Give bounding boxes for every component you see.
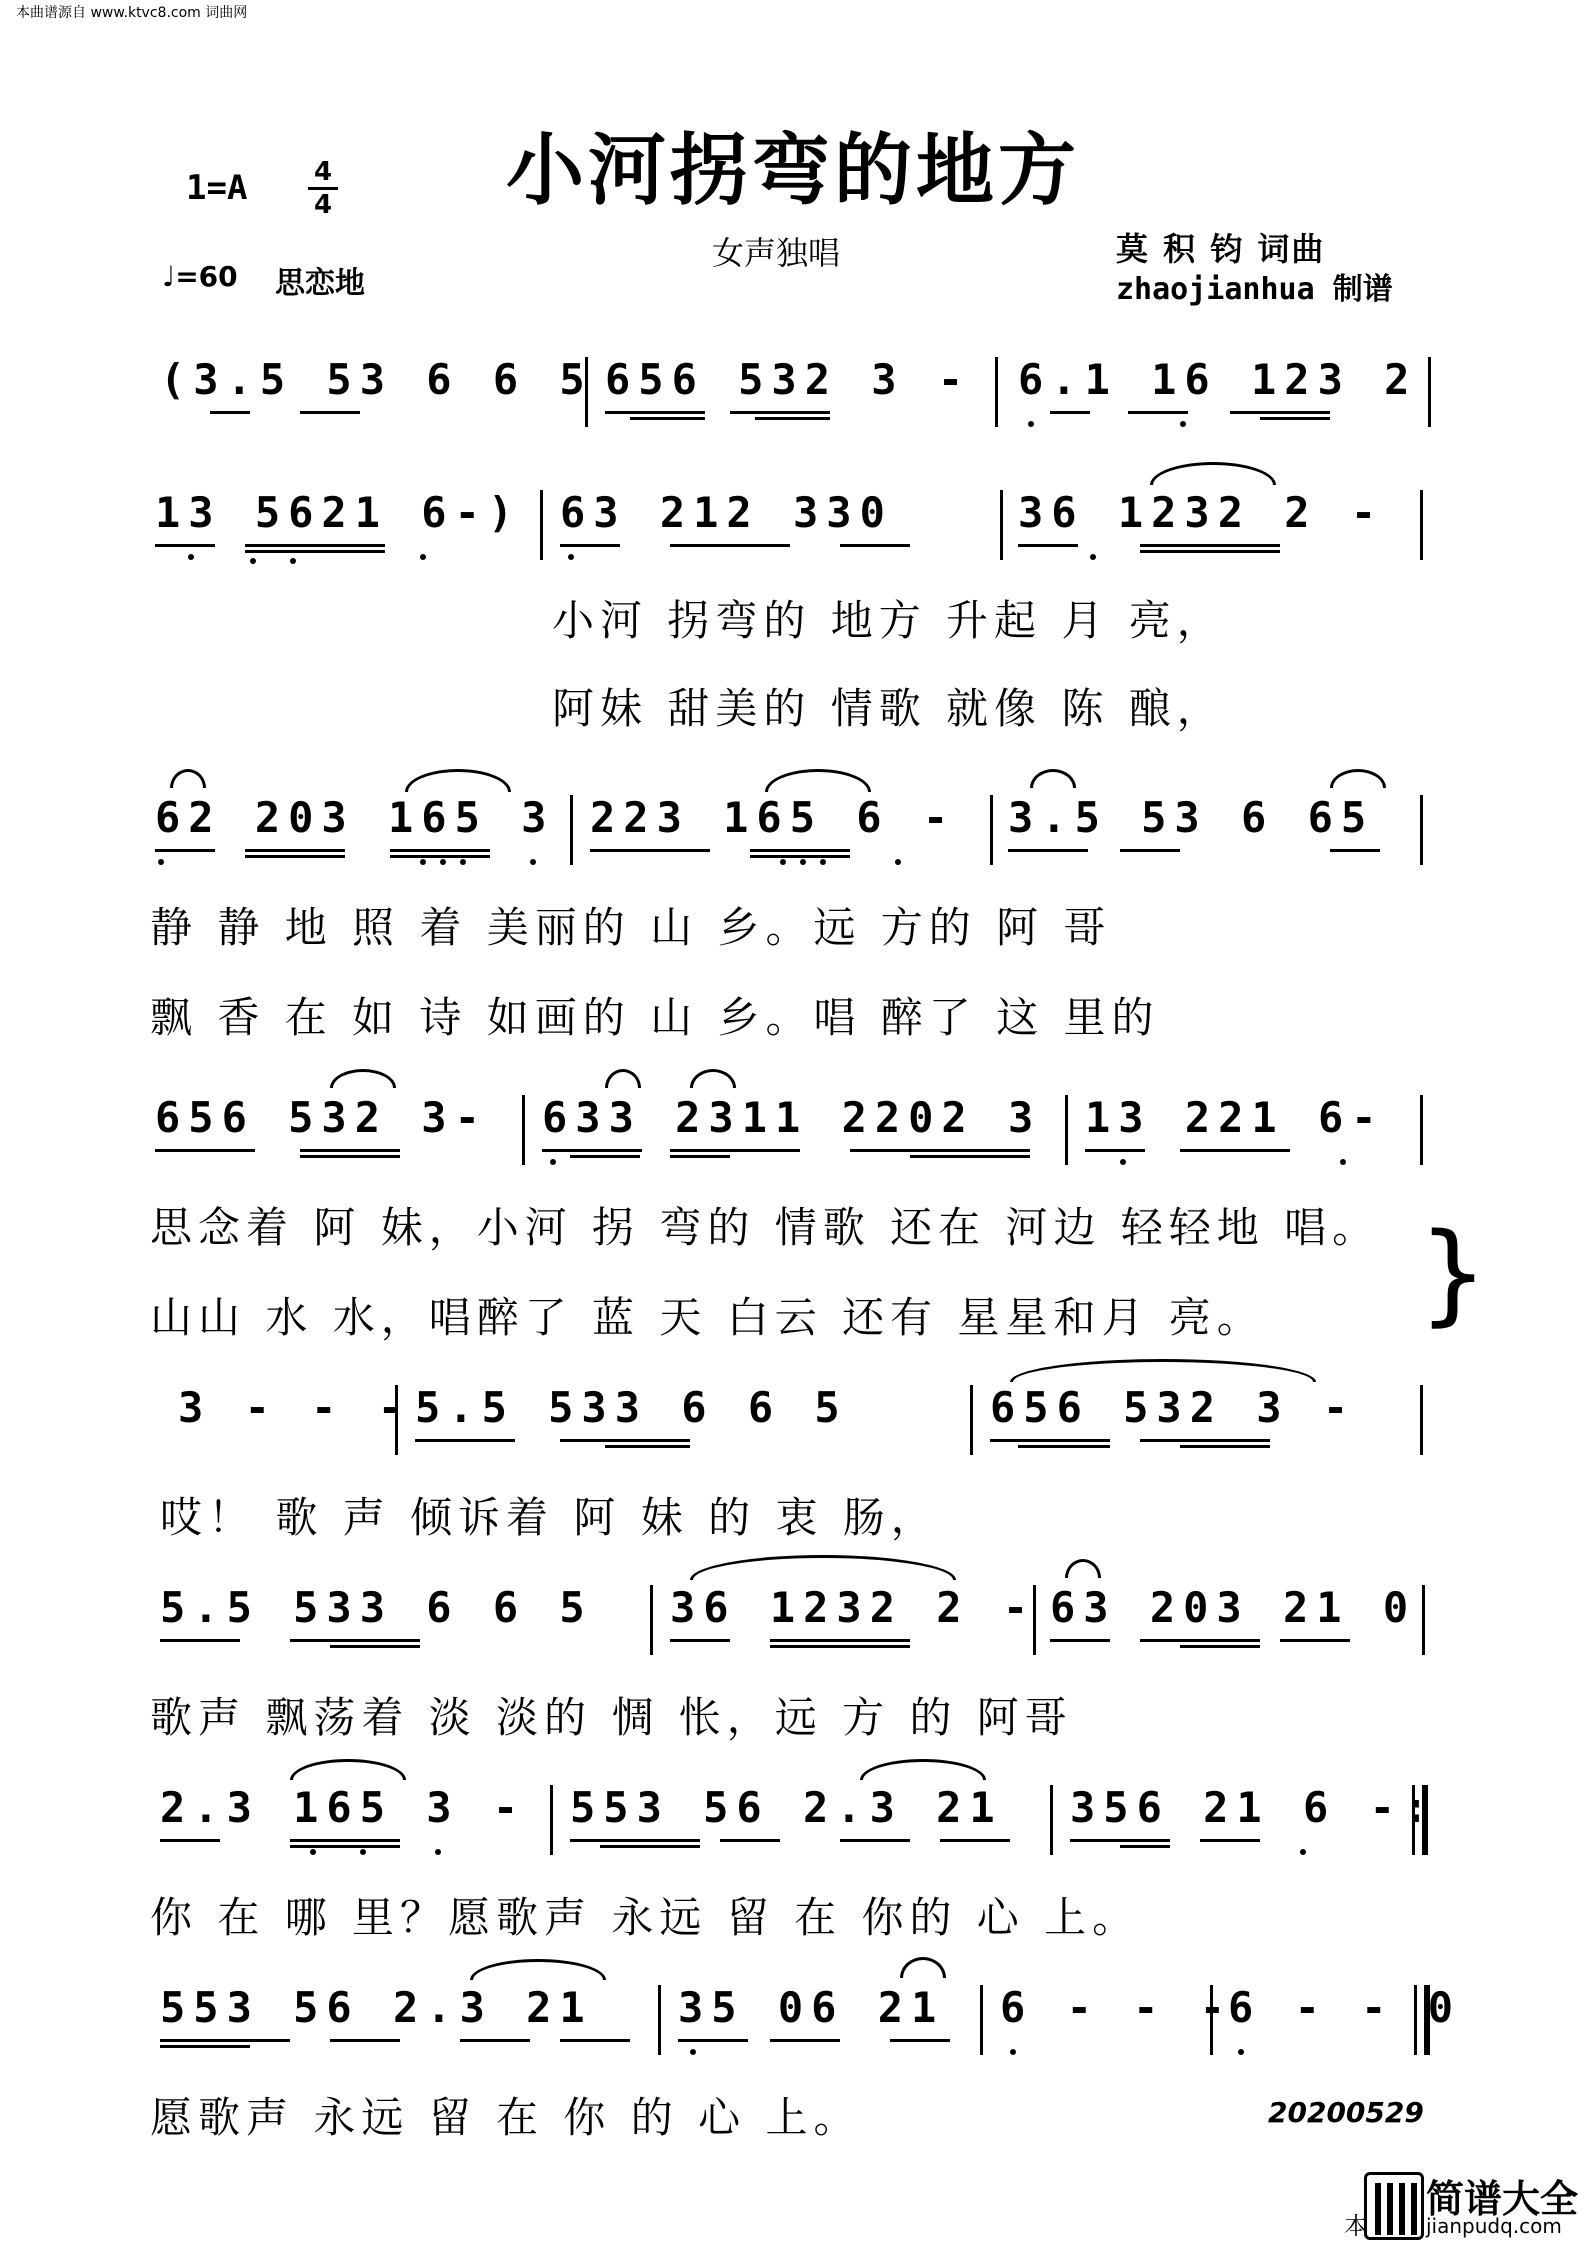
site-logo[interactable] bbox=[1344, 2168, 1584, 2240]
key-signature: 1=A bbox=[186, 168, 248, 208]
measure: 63 212 330 bbox=[560, 488, 893, 537]
measure: 6.1 16 123 2 bbox=[1018, 355, 1418, 404]
measure: 223 165 6 - bbox=[590, 793, 957, 842]
staff-row-7 bbox=[150, 1783, 1437, 1853]
lyric-line: 小河 拐弯的 地方 升起 月 亮， bbox=[552, 596, 1225, 645]
measure: 553 56 2.3 21 bbox=[570, 1783, 1003, 1832]
measure: 553 56 2.3 21 bbox=[160, 1983, 593, 2032]
staff-row-8 bbox=[150, 1983, 1462, 2053]
logo-name: 简谱大全 bbox=[1426, 2177, 1579, 2221]
date-stamp: 20200529 bbox=[1268, 2096, 1424, 2129]
lyric-line: 阿妹 甜美的 情歌 就像 陈 酿， bbox=[552, 684, 1225, 733]
performance-type: 女声独唱 bbox=[712, 234, 841, 272]
measure: 5.5 533 6 6 5 bbox=[160, 1583, 593, 1632]
staff-row-3 bbox=[150, 793, 1430, 863]
staff-row-6 bbox=[150, 1583, 1430, 1653]
source-note: 本曲谱源自 www.ktvc8.com 词曲网 bbox=[16, 5, 248, 21]
staff-row-4 bbox=[150, 1093, 1430, 1163]
measure: 62 203 165 3 bbox=[155, 793, 555, 842]
measure: 6 - - - bbox=[1000, 1983, 1234, 2032]
measure: 656 532 3- bbox=[155, 1093, 488, 1142]
expression-mark: 思恋地 bbox=[275, 266, 365, 301]
measure: 3 - - - bbox=[178, 1383, 412, 1432]
measure: 13 221 6- bbox=[1085, 1093, 1385, 1142]
measure: 13 5621 6-) bbox=[155, 488, 522, 537]
logo-url: jianpudq.com bbox=[1426, 2214, 1562, 2238]
measure: 63 203 21 0 bbox=[1050, 1583, 1417, 1632]
lyric-line: 歌声 飘荡着 淡 淡的 惆 怅，远 方 的 阿哥 bbox=[150, 1693, 1073, 1742]
measure: 36 1232 2 - bbox=[670, 1583, 1037, 1632]
arranger-credit: zhaojianhua 制谱 bbox=[1116, 272, 1393, 307]
measure: 633 2311 2202 3 bbox=[542, 1093, 1042, 1142]
lyric-line: 山山 水 水，唱醉了 蓝 天 白云 还有 星星和月 亮。 bbox=[150, 1293, 1265, 1342]
measure: 35 06 21 bbox=[678, 1983, 945, 2032]
measure: 3.5 53 6 65 bbox=[1008, 793, 1375, 842]
lyric-line: 你 在 哪 里？愿歌声 永远 留 在 你的 心 上。 bbox=[150, 1893, 1141, 1942]
time-signature bbox=[308, 158, 338, 219]
staff-row-1 bbox=[150, 355, 1430, 425]
lyric-line: 静 静 地 照 着 美丽的 山 乡。远 方的 阿 哥 bbox=[150, 903, 1112, 952]
measure: (3.5 53 6 6 5 bbox=[160, 355, 593, 404]
measure: 6 - - 0 bbox=[1228, 1983, 1462, 2032]
lyric-line: 思念着 阿 妹，小河 拐 弯的 情歌 还在 河边 轻轻地 唱。 bbox=[150, 1203, 1381, 1252]
time-sig-bottom: 4 bbox=[313, 190, 333, 220]
staff-row-2 bbox=[150, 488, 1430, 558]
composer-credit: 莫 积 钧 词曲 bbox=[1116, 230, 1326, 268]
piano-icon bbox=[1364, 2172, 1424, 2240]
measure: 356 21 6 -: bbox=[1070, 1783, 1437, 1832]
measure: 656 532 3 - bbox=[605, 355, 972, 404]
staff-row-5 bbox=[150, 1383, 1430, 1453]
repeat-brace: } bbox=[1418, 1209, 1488, 1337]
lyric-line: 愿歌声 永远 留 在 你 的 心 上。 bbox=[150, 2093, 862, 2142]
lyric-line: 哎！ 歌 声 倾诉着 阿 妹 的 衷 肠， bbox=[160, 1493, 939, 1542]
tempo-mark: ♩=60 bbox=[162, 260, 238, 293]
measure: 656 532 3 - bbox=[990, 1383, 1357, 1432]
measure: 5.5 533 6 6 5 bbox=[415, 1383, 848, 1432]
page-mark: 本 bbox=[1344, 2212, 1368, 2240]
lyric-line: 飘 香 在 如 诗 如画的 山 乡。唱 醉了 这 里的 bbox=[150, 993, 1160, 1042]
time-sig-top: 4 bbox=[313, 157, 333, 187]
song-title: 小河拐弯的地方 bbox=[505, 126, 1080, 216]
measure: 36 1232 2 - bbox=[1018, 488, 1385, 537]
measure: 2.3 165 3 - bbox=[160, 1783, 527, 1832]
